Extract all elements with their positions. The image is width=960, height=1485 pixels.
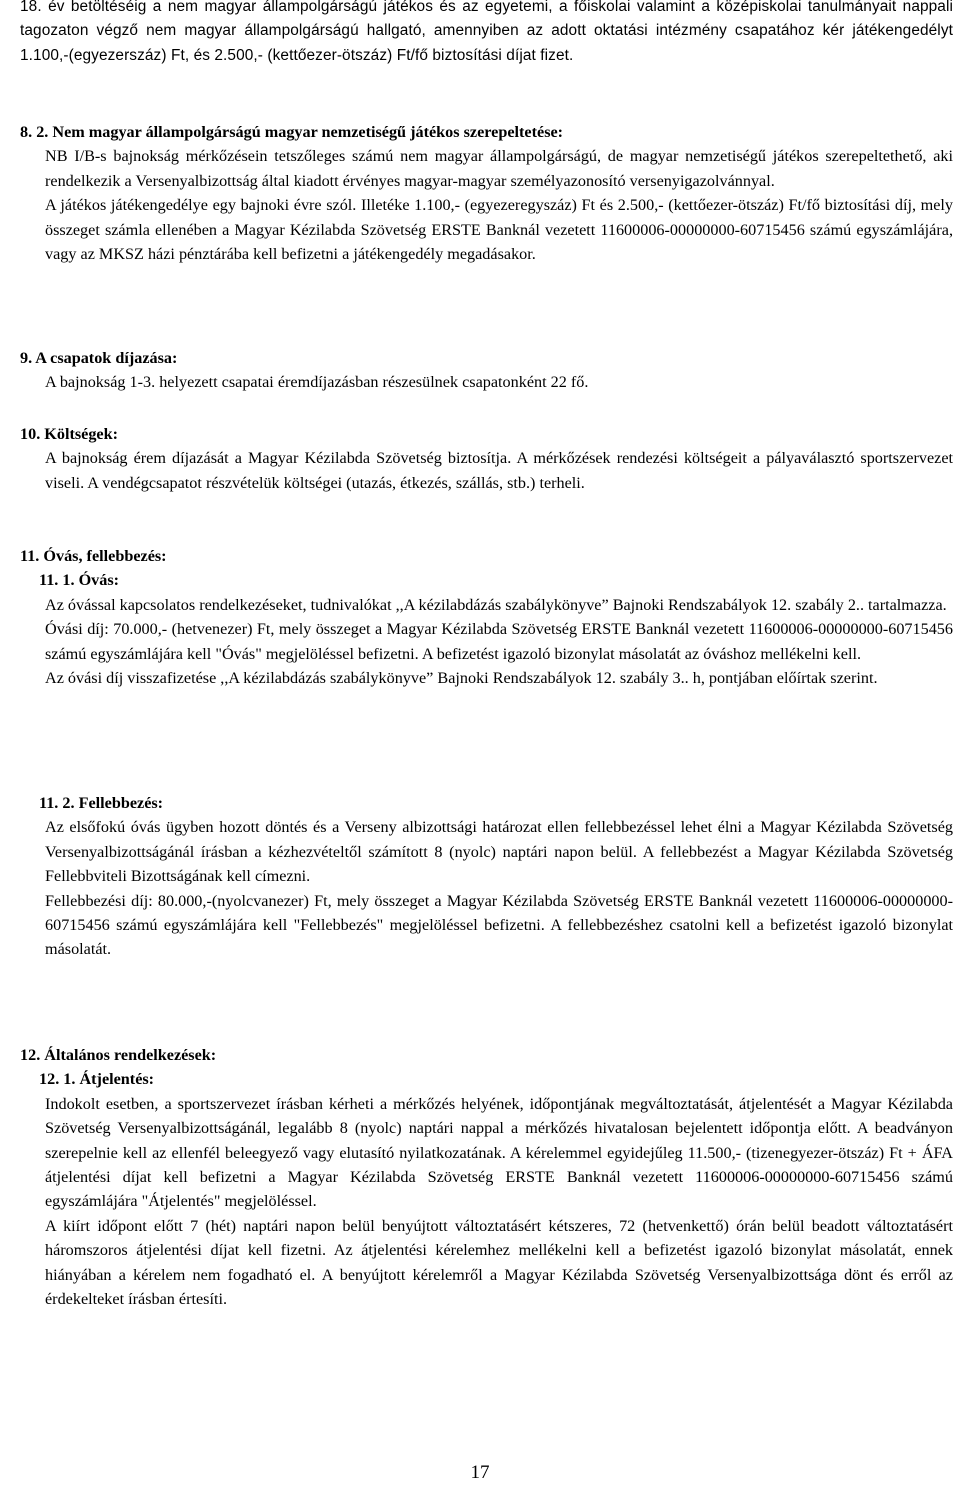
- section-8-2-paragraph-1: NB I/B-s bajnokság mérkőzésein tetszőleges számú nem magyar állampolgárságú, de magyar nemzetiségű játékos szerepeltethető, aki rendelkezik a Versenyalbizottság által kiadott érvényes magyar-magyar személyazonosító versenyigazolvánnyal.: [45, 147, 953, 190]
- section-9: [20, 346, 953, 395]
- section-12-1-heading: 12. 1. Átjelentés:: [39, 1070, 155, 1089]
- section-11-2-paragraph-1: Az elsőfokú óvás ügyben hozott döntés és a Verseny albizottsági határozat ellen fellebbezéssel lehet élni a Magyar Kézilabda Szövetség Versenyalbizottságánál írásban a kézhezvételtől számított 8 (nyolc) naptári napon belül. A fellebbezést a Magyar Kézilabda Szövetség Fellebbviteli Bizottságának kell címezni.: [45, 818, 953, 886]
- section-11-2-heading: 11. 2. Fellebbezés:: [39, 794, 164, 812]
- section-10-heading: 10. Költségek:: [20, 425, 119, 443]
- section-11-1-paragraph-1: Az óvással kapcsolatos rendelkezéseket, tudnivalókat ,,A kézilabdázás szabálykönyve” Bajnoki Rendszabályok 12. szabály 2.. tartalmazza.: [45, 595, 947, 614]
- section-8-2-number: 8. 2.: [20, 123, 49, 141]
- section-11-2: [20, 791, 953, 962]
- section-11-heading: 11. Óvás, fellebbezés:: [20, 547, 167, 565]
- section-11: [20, 544, 953, 690]
- section-8-2: [20, 120, 953, 266]
- section-18-continuation: [20, 0, 953, 68]
- section-8-2-paragraph-2: A játékos játékengedélye egy bajnoki évre szól. Illetéke 1.100,- (egyezeregyszáz) Ft és 2.500,- (kettőezer-ötszáz) Ft/fő biztosítási díj, mely összeget számla ellenében a Magyar Kézilabda Szövetség ERSTE Banknál vezetett 11600006-00000000-60715456 számú egyszámlájára, vagy az MKSZ házi pénztárába kell befizetni a játékengedély megadásakor.: [45, 196, 953, 264]
- section-9-paragraph-1: A bajnokság 1-3. helyezett csapatai éremdíjazásban részesülnek csapatonként 22 fő.: [45, 373, 589, 392]
- section-9-heading: 9. A csapatok díjazása:: [20, 349, 178, 367]
- section-11-1-paragraph-2: Óvási díj: 70.000,- (hetvenezer) Ft, mely összeget a Magyar Kézilabda Szövetség ERSTE Banknál vezetett 11600006-00000000-60715456 számú egyszámlájára kell "Óvás" megjelöléssel befizetni. A befizetést igazoló bizonylat másolatát az óváshoz mellékelni kell.: [45, 620, 953, 663]
- page-number: 17: [470, 1462, 490, 1483]
- section-8-2-title: Nem magyar állampolgárságú magyar nemzetiségű játékos szerepeltetése:: [52, 123, 564, 141]
- section-8-2-heading: [20, 120, 953, 144]
- section-11-1-heading: 11. 1. Óvás:: [39, 571, 120, 590]
- paragraph-18: 18. év betöltéséig a nem magyar állampolgárságú játékos és az egyetemi, a főiskolai valamint a középiskolai tanulmányait nappali tagozaton végző nem magyar állampolgárságú hallgató, amennyiben az adott oktatási intézmény csapatához kér játékengedélyt 1.100,-(egyezerszáz) Ft, és 2.500,- (kettőezer-ötszáz) Ft/fő biztosítási díjat fizet.: [20, 0, 953, 64]
- section-10: [20, 422, 953, 495]
- section-11-2-paragraph-2: Fellebbezési díj: 80.000,-(nyolcvanezer) Ft, mely összeget a Magyar Kézilabda Szövetség ERSTE Banknál vezetett 11600006-00000000-60715456 számú egyszámlájára kell "Fellebbezés" megjelöléssel befizetni. A fellebbezéshez csatolni kell a befizetést igazoló bizonylat másolatát.: [45, 891, 953, 959]
- section-12-1-paragraph-1: Indokolt esetben, a sportszervezet írásban kérheti a mérkőzés helyének, időpontjának megváltoztatását, átjelentését a Magyar Kézilabda Szövetség Versenyalbizottságánál, legalább 8 (nyolc) naptári nappal a mérkőzés hivatalosan bejelentett időpontja előtt. A beadványon szerepelnie kell az ellenfél beleegyező vagy elutasító nyilatkozatának. A kérelemmel egyidejűleg 11.500,- (tizenegyezer-ötszáz) Ft + ÁFA átjelentési díjat kell befizetni a Magyar Kézilabda Szövetség ERSTE Banknál vezetett 11600006-00000000-60715456 számú egyszámlájára "Átjelentés" megjelöléssel.: [45, 1094, 953, 1211]
- section-11-1-paragraph-3: Az óvási díj visszafizetése ,,A kézilabdázás szabálykönyve” Bajnoki Rendszabályok 12. szabály 3.. h, pontjában előírtak szerint.: [45, 669, 878, 688]
- section-12-heading: 12. Általános rendelkezések:: [20, 1046, 217, 1064]
- section-12: [20, 1043, 953, 1311]
- section-10-paragraph-1: A bajnokság érem díjazását a Magyar Kézilabda Szövetség biztosítja. A mérkőzések rendezési költségeit a pályaválasztó sportszervezet viseli. A vendégcsapatot részvételük költségei (utazás, étkezés, szállás, stb.) terheli.: [45, 449, 953, 492]
- section-12-1-paragraph-2: A kiírt időpont előtt 7 (hét) naptári napon belül benyújtott változtatásért kétszeres, 72 (hetvenkettő) órán belül beadott változtatásért háromszoros átjelentési díjat kell fizetni. Az átjelentési kérelemhez mellékelni kell a befizetést igazoló bizonylat másolatát, ennek hiányában a kérelem nem fogadható el. A benyújtott kérelemről a Magyar Kézilabda Szövetség Versenyalbizottsága dönt és erről az érdekelteket írásban értesíti.: [45, 1216, 953, 1309]
